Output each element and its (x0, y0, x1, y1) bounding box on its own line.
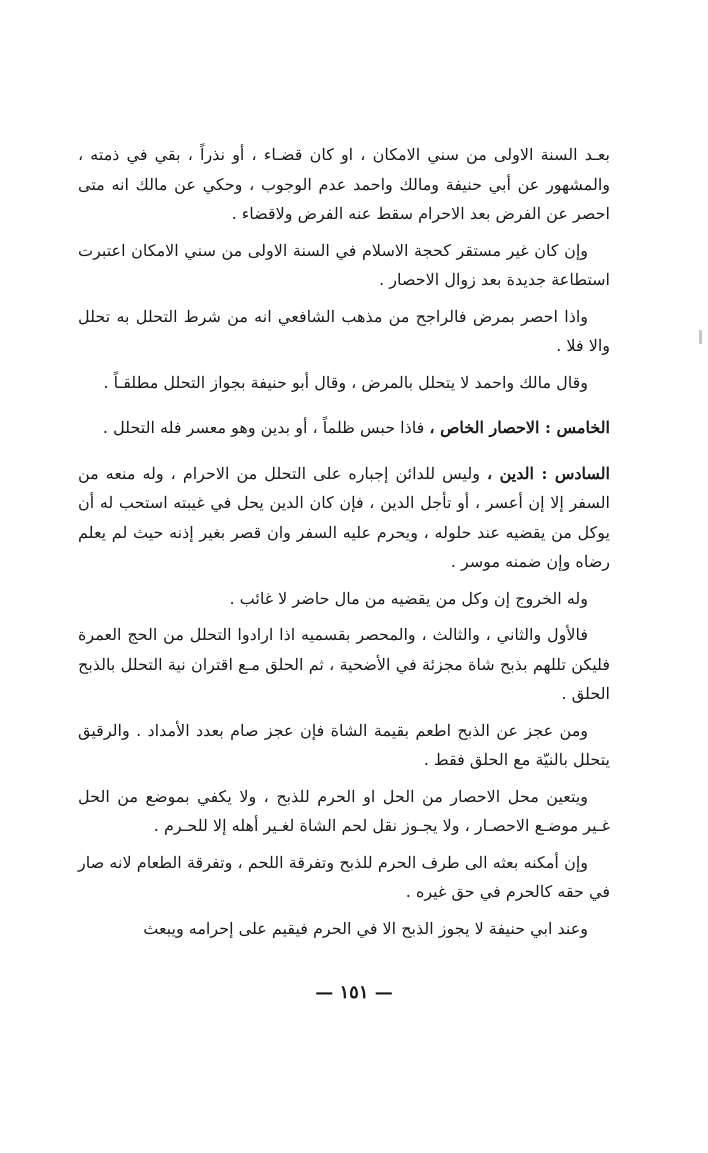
paragraph-5 (78, 413, 610, 443)
paragraph-7-text: وله الخروج إن وكل من يقضيه من مال حاضر لا غائب . (229, 588, 588, 608)
paragraph-11 (78, 848, 610, 907)
paragraph-4-text: وقال مالك واحمد لا يتحلل بالمرض ، وقال أبو حنيفة بجواز التحلل مطلقـاً . (103, 372, 588, 392)
paragraph-9-text: ومن عجز عن الذبح اطعم بقيمة الشاة فإن عجز صام بعدد الأمداد . والرقيق يتحلل بالنيّة مع الحلق فقط . (78, 720, 610, 769)
paragraph-8 (78, 620, 610, 709)
paragraph-12-text: وعند ابي حنيفة لا يجوز الذبح الا في الحرم فيقيم على إحرامه ويبعث (143, 918, 588, 938)
paragraph-10 (78, 782, 610, 841)
paragraph-12 (78, 914, 610, 944)
paragraph-9 (78, 716, 610, 775)
page-number: — ١٥١ — (315, 982, 393, 1003)
margin-mark (699, 330, 702, 344)
paragraph-8-text: فالأول والثاني ، والثالث ، والمحصر بقسميه اذا ارادوا التحلل من الحج العمرة فليكن تللهم بذبح شاة مجزئة في الأضحية ، ثم الحلق مـع اقتران نية التحلل بالذبح الحلق . (78, 625, 610, 703)
section-heading-sixth: السادس : الدين ، (486, 463, 610, 483)
paragraph-1 (78, 140, 610, 229)
paragraph-2 (78, 236, 610, 295)
paragraph-11-text: وإن أمكنه بعثه الى طرف الحرم للذبح وتفرقة اللحم ، وتفرقة الطعام لانه صار في حقه كالحرم في حق غيره . (78, 852, 610, 901)
document-body (78, 140, 610, 950)
paragraph-1-text: بعـد السنة الاولى من سني الامكان ، او كان قضـاء ، أو نذراً ، بقي في ذمته ، والمشهور عن أبي حنيفة ومالك واحمد عدم الوجوب ، وحكي عن مالك انه متى احصر عن الفرض بعد الاحرام سقط عنه الفرض ولاقضاء . (78, 145, 610, 223)
section-heading-fifth: الخامس : الاحصار الخاص ، (429, 418, 610, 437)
paragraph-3-text: واذا احصر بمرض فالراجح من مذهب الشافعي انه من شرط التحلل به تحلل والا فلا . (78, 306, 610, 355)
paragraph-10-text: ويتعين محل الاحصار من الحل او الحرم للذبح ، ولا يكفي بموضع من الحل غـير موضـع الاحصـار ، ولا يجـوز نقل لحم الشاة لغـير أهله إلا للحـرم . (78, 786, 610, 835)
paragraph-5-text: فاذا حبس ظلماً ، أو بدين وهو معسر فله التحلل . (102, 418, 430, 437)
paragraph-3 (78, 302, 610, 361)
paragraph-4 (78, 368, 610, 398)
paragraph-7 (78, 584, 610, 614)
paragraph-6-text: وليس للدائن إجباره على التحلل من الاحرام ، وله منعه من السفر إلا إن أعسر ، أو تأجل الدين ، فإن كان الدين يحل في غيبته استحب له أن يوكل من يقضيه عند حلوله ، ويحرم عليه السفر وان قصر بغير إذنه حيث لم يعلم رضاه وإن ضمنه موسر . (78, 463, 610, 571)
paragraph-2-text: وإن كان غير مستقر كحجة الاسلام في السنة الاولى من سني الامكان اعتبرت استطاعة جديدة بعد زوال الاحصار . (78, 240, 610, 289)
paragraph-6 (78, 459, 610, 577)
